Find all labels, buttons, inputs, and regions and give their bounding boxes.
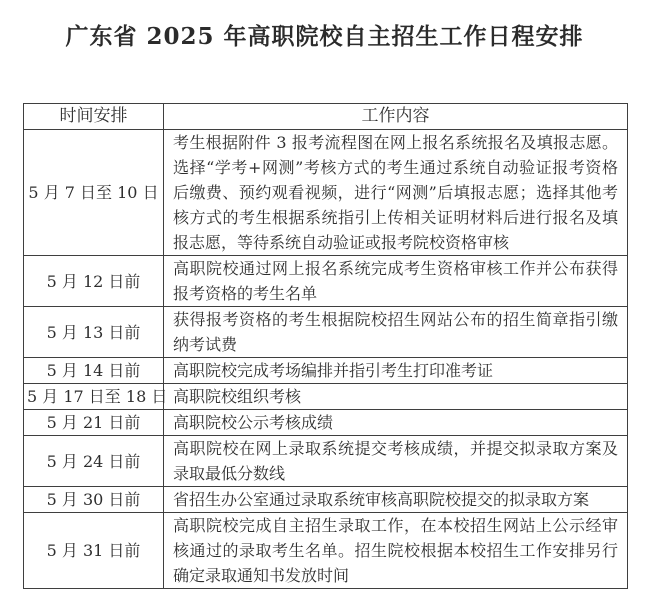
table-row [24,436,628,487]
time-cell: 5 月 30 日前 [24,487,164,513]
time-cell: 5 月 17 日至 18 日 [24,384,164,410]
content-cell: 高职院校在网上录取系统提交考核成绩，并提交拟录取方案及录取最低分数线 [164,436,628,487]
content-cell: 高职院校公示考核成绩 [164,410,628,436]
column-header-content: 工作内容 [164,104,628,130]
time-cell: 5 月 31 日前 [24,513,164,589]
content-cell: 高职院校通过网上报名系统完成考生资格审核工作并公布获得报考资格的考生名单 [164,256,628,307]
content-cell: 考生根据附件 3 报考流程图在网上报名系统报名及填报志愿。选择“学考+网测”考核方式的考生通过系统自动验证报考资格后缴费、预约观看视频，进行“网测”后填报志愿；选择其他考核方式的考生根据系统指引上传相关证明材料后进行报名及填报志愿，等待系统自动验证或报考院校资格审核 [164,130,628,256]
time-cell: 5 月 21 日前 [24,410,164,436]
time-cell: 5 月 24 日前 [24,436,164,487]
table-row [24,307,628,358]
table-row [24,130,628,256]
time-cell: 5 月 14 日前 [24,358,164,384]
content-cell: 省招生办公室通过录取系统审核高职院校提交的拟录取方案 [164,487,628,513]
time-cell: 5 月 7 日至 10 日 [24,130,164,256]
column-header-time: 时间安排 [24,104,164,130]
table-row [24,487,628,513]
table-header-row [24,104,628,130]
content-cell: 高职院校组织考核 [164,384,628,410]
time-cell: 5 月 12 日前 [24,256,164,307]
table-row [24,358,628,384]
table-row [24,410,628,436]
table-row [24,256,628,307]
content-cell: 高职院校完成自主招生录取工作，在本校招生网站上公示经审核通过的录取考生名单。招生院校根据本校招生工作安排另行确定录取通知书发放时间 [164,513,628,589]
table-row [24,513,628,589]
page-title: 广东省 2025 年高职院校自主招生工作日程安排 [65,23,584,50]
time-cell: 5 月 13 日前 [24,307,164,358]
content-cell: 获得报考资格的考生根据院校招生网站公布的招生简章指引缴纳考试费 [164,307,628,358]
table-row [24,384,628,410]
schedule-table [23,103,628,589]
content-cell: 高职院校完成考场编排并指引考生打印准考证 [164,358,628,384]
